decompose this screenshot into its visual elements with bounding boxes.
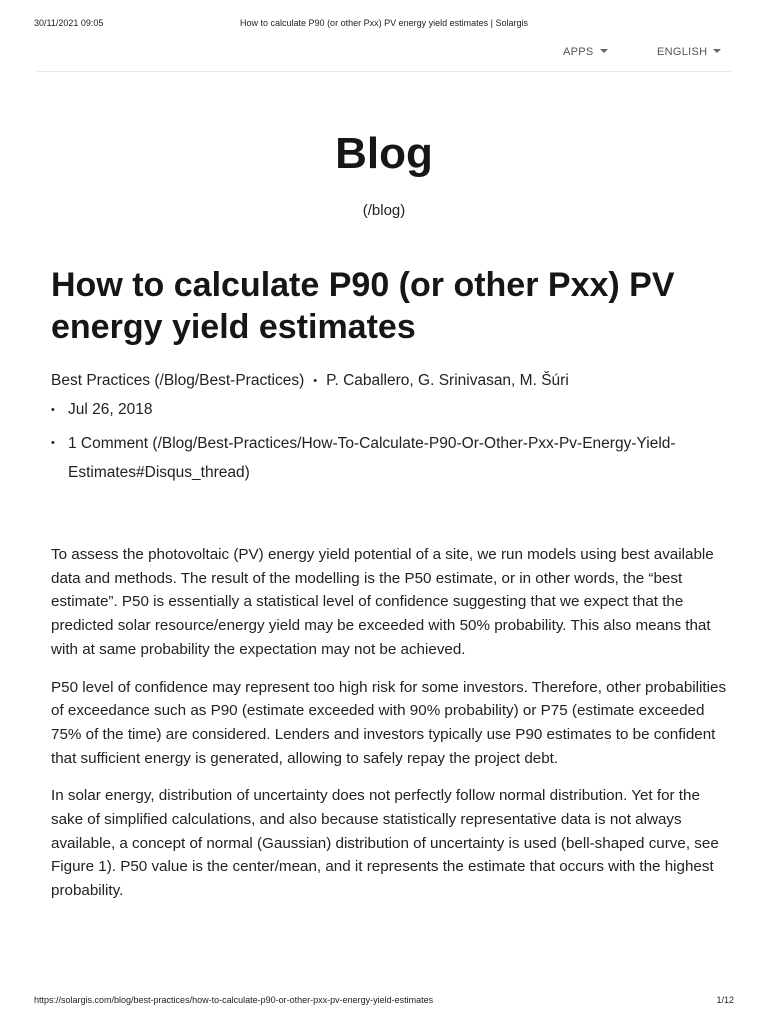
print-datetime: 30/11/2021 09:05 [34,18,104,28]
language-menu-button[interactable] [657,46,721,58]
top-navigation [0,46,768,62]
bullet: • [313,375,318,387]
article-meta-comments [51,429,691,487]
article-title: How to calculate P90 (or other Pxx) PV energy yield estimates [51,266,675,346]
print-header [0,18,768,32]
nav-divider [37,71,731,72]
print-page-title: How to calculate P90 (or other Pxx) PV energy yield estimates | Solargis [240,18,528,28]
comments-link[interactable]: 1 Comment (/Blog/Best-Practices/How-To-Calculate-P90-Or-Other-Pxx-Pv-Energy-Yield-Estimates#Disqus_thread) [68,435,676,481]
article-date: Jul 26, 2018 [68,401,153,418]
article-meta-category-authors [51,371,741,391]
article-meta-date [51,400,152,420]
article-paragraph: P50 level of confidence may represent too high risk for some investors. Therefore, other probabilities of exceedance such as P90 (estimate exceeded with 90% probability) or P75 (estimate exceeded 75% of the time) are considered. Lenders and investors typically use P90 estimates to be confident that sufficient energy is generated, allowing to safely repay the project debt. [51,678,727,767]
bullet: • [51,437,55,449]
article-authors: P. Caballero, G. Srinivasan, M. Šúri [326,372,569,390]
category-link[interactable]: Best Practices (/Blog/Best-Practices) [51,372,305,390]
article-paragraph: In solar energy, distribution of uncertainty does not perfectly follow normal distribution. Yet for the sake of simplified calculations, and also because statistically representative data is not always available, a concept of normal (Gaussian) distribution of uncertainty is used (bell-shaped curve, see Figure 1). P50 value is the center/mean, and it represents the estimate that occurs with the highest probability. [51,787,719,900]
bullet: • [51,404,55,416]
article-body [51,543,731,917]
article-paragraph: To assess the photovoltaic (PV) energy yield potential of a site, we run models using best available data and methods. The result of the modelling is the P50 estimate, or in other words, the “best estimate”. P50 is essentially a statistical level of confidence suggesting that we expect that the predicted solar resource/energy yield may be exceeded with 50% probability. This also means that with at same probability the expectation may not be achieved. [51,546,714,658]
language-menu-label: ENGLISH [657,46,708,58]
chevron-down-icon [600,49,608,53]
blog-link[interactable]: (/blog) [362,202,406,219]
print-url: https://solargis.com/blog/best-practices/how-to-calculate-p90-or-other-pxx-pv-energy-yield-estimates [34,995,434,1005]
chevron-down-icon [713,49,721,53]
apps-menu-label: APPS [563,46,594,58]
print-page-number: 1/12 [716,995,734,1005]
blog-heading[interactable]: Blog [335,129,433,178]
apps-menu-button[interactable] [563,46,608,58]
